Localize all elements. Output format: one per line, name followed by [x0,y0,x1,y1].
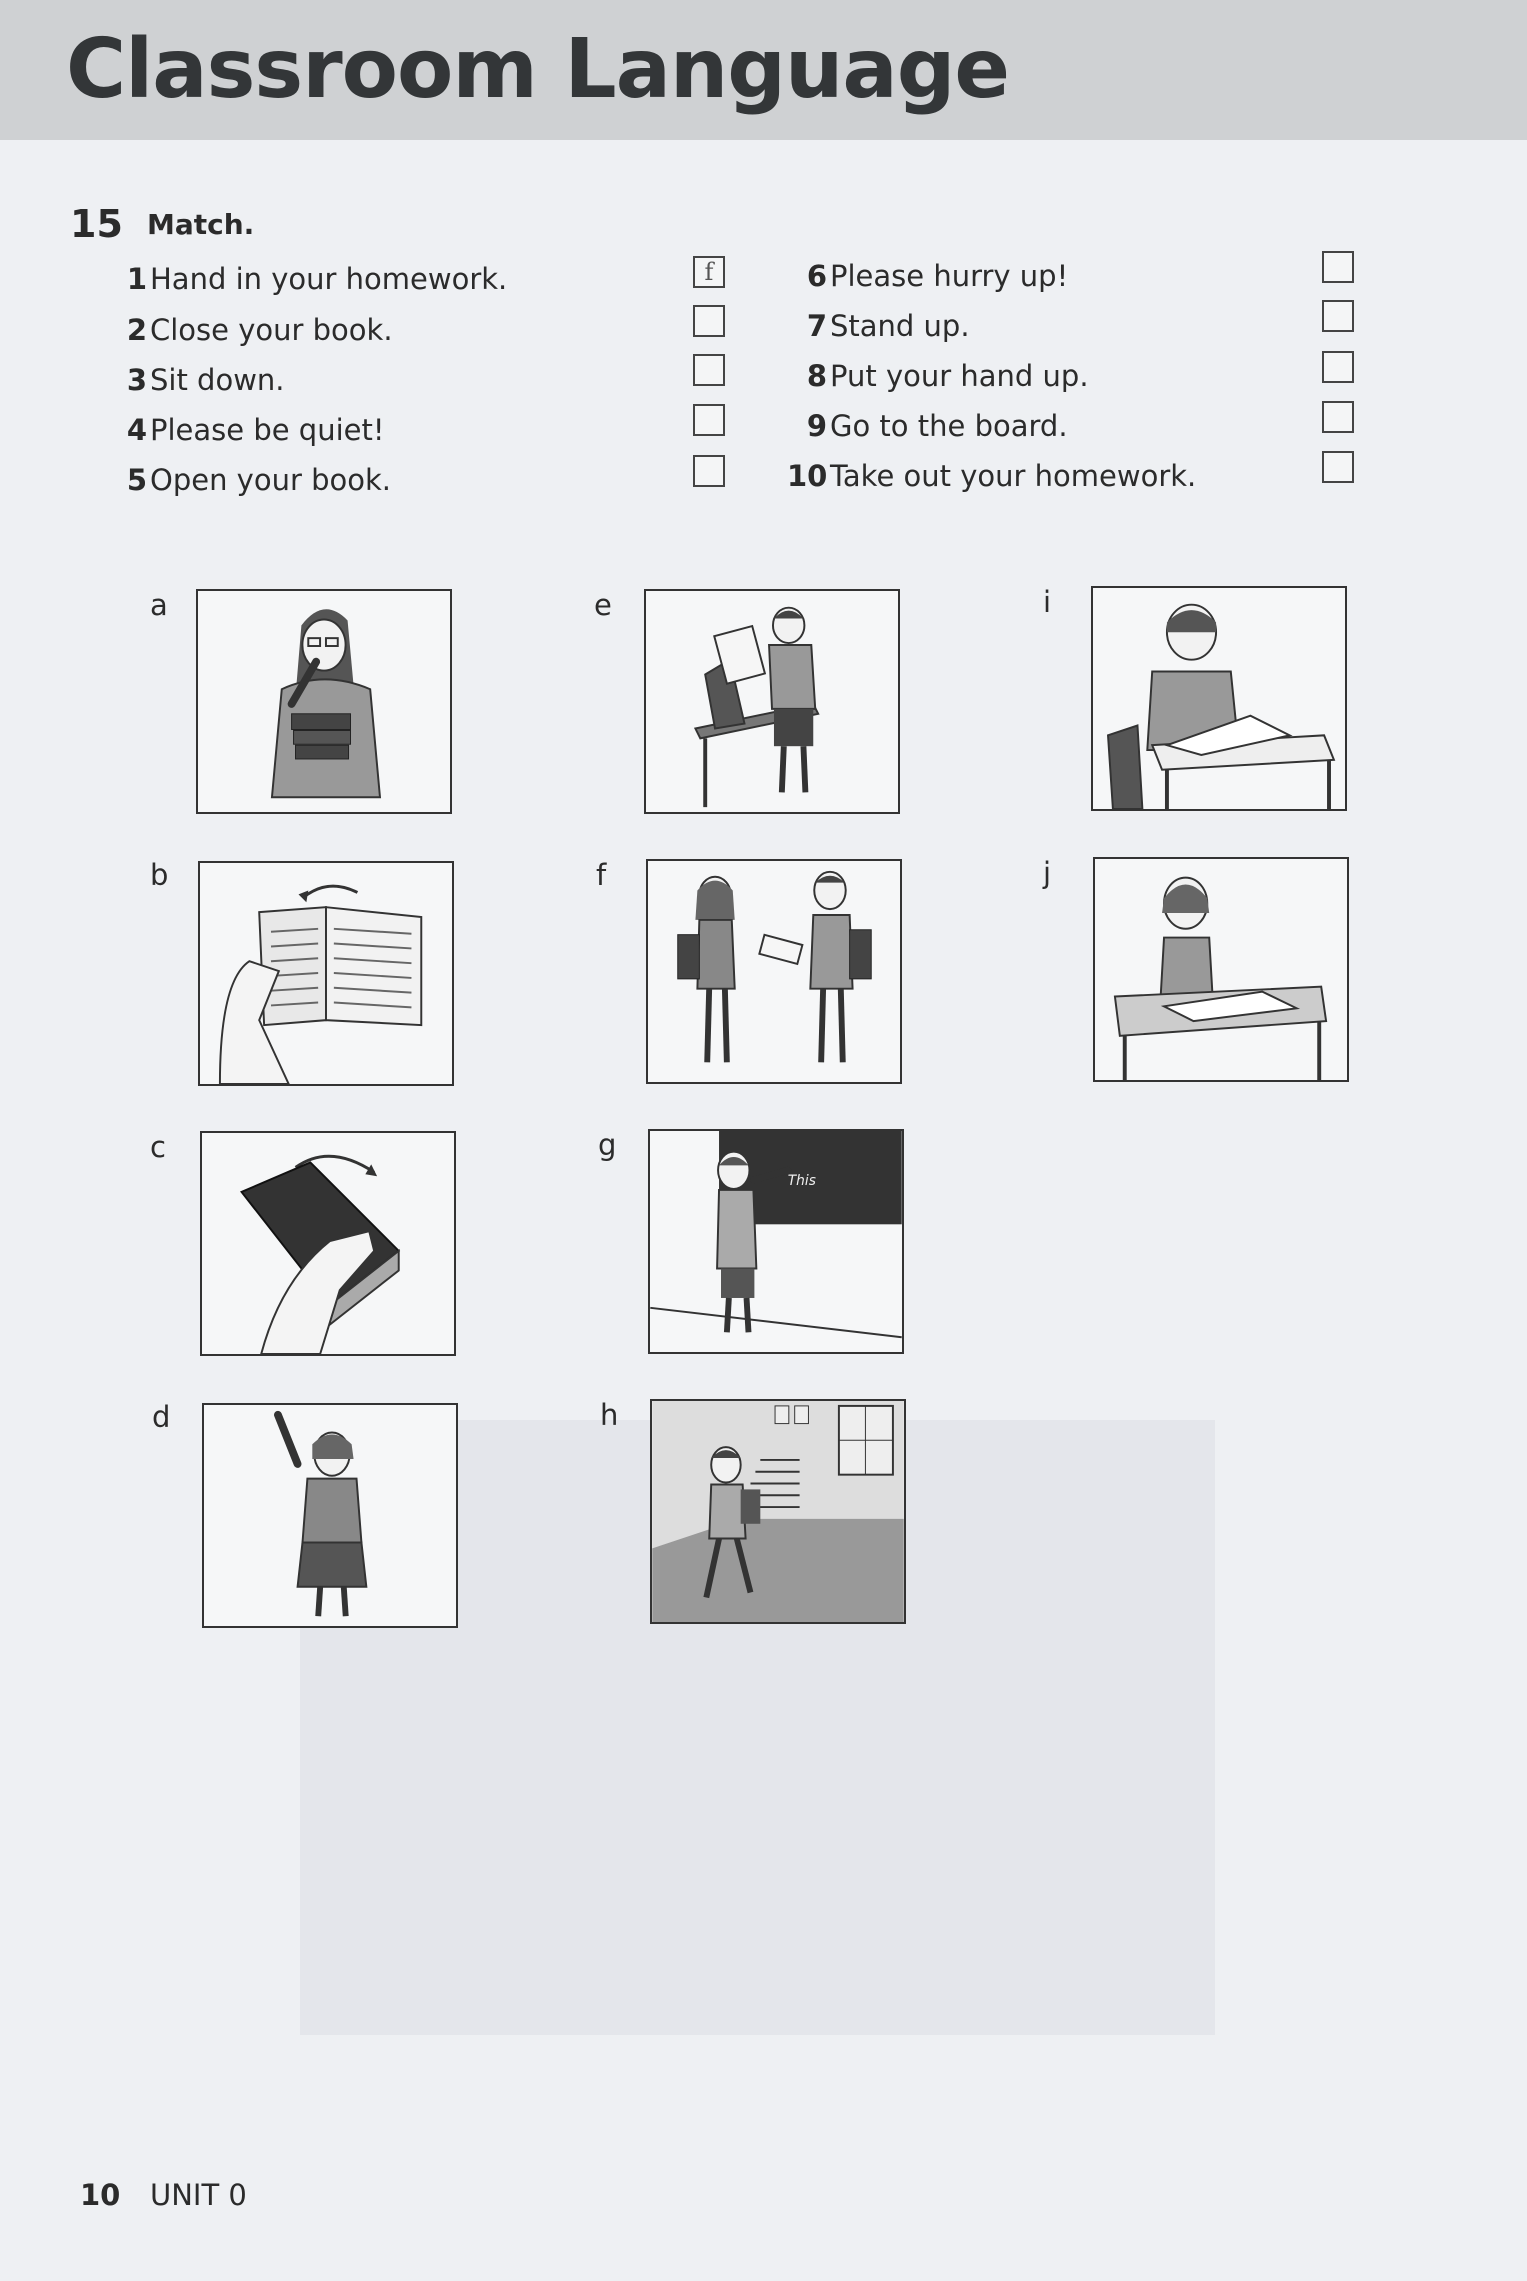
answer-box-3[interactable] [693,354,725,386]
item-text: Stand up. [830,309,970,343]
item-number: 3 [126,363,147,397]
picture-h-hurry-up [650,1399,906,1624]
picture-g-go-to-board [648,1129,904,1354]
picture-b-open-book [198,861,454,1086]
picture-label-f: f [596,858,607,892]
item-text: Hand in your homework. [150,262,508,296]
picture-label-c: c [150,1130,166,1164]
title-banner [0,0,1527,140]
answer-box-8[interactable] [1322,351,1354,383]
answer-box-9[interactable] [1322,401,1354,433]
board-writing: This [787,1173,816,1190]
item-number: 6 [806,259,827,293]
answer-box-5[interactable] [693,455,725,487]
picture-label-e: e [594,588,612,622]
item-number: 7 [806,309,827,343]
picture-label-g: g [598,1128,617,1162]
page-title: Classroom Language [66,22,1010,117]
answer-box-2[interactable] [693,305,725,337]
item-text: Open your book. [150,463,392,497]
item-text: Sit down. [150,363,285,397]
picture-i-sit-down [1091,586,1347,811]
answer-box-1[interactable]: f [693,256,725,288]
picture-a-teacher-quiet [196,589,452,814]
picture-label-b: b [150,858,169,892]
answer-box-10[interactable] [1322,451,1354,483]
item-number: 9 [806,409,827,443]
item-text: Take out your homework. [830,459,1197,493]
unit-label: UNIT 0 [150,2178,247,2212]
answer-box-6[interactable] [1322,251,1354,283]
picture-c-close-book [200,1131,456,1356]
picture-label-i: i [1043,585,1052,619]
item-text: Close your book. [150,313,393,347]
item-text: Please be quiet! [150,413,385,447]
picture-label-h: h [600,1398,619,1432]
exercise-instruction: Match. [147,208,255,241]
picture-e-take-out-homework [644,589,900,814]
item-text: Go to the board. [830,409,1068,443]
picture-d-hand-up [202,1403,458,1628]
item-number: 8 [806,359,827,393]
item-number: 1 [126,262,147,296]
item-number: 4 [126,413,147,447]
picture-label-j: j [1043,856,1052,890]
answer-box-7[interactable] [1322,300,1354,332]
answer-box-4[interactable] [693,404,725,436]
picture-f-hand-in-homework [646,859,902,1084]
item-text: Put your hand up. [830,359,1089,393]
page-number: 10 [80,2178,121,2212]
picture-label-a: a [150,588,168,622]
item-text: Please hurry up! [830,259,1069,293]
item-number: 2 [126,313,147,347]
exercise-number: 15 [70,202,123,246]
item-number: 5 [126,463,147,497]
picture-j-stand-up [1093,857,1349,1082]
picture-label-d: d [152,1400,171,1434]
item-number: 10 [787,459,828,493]
